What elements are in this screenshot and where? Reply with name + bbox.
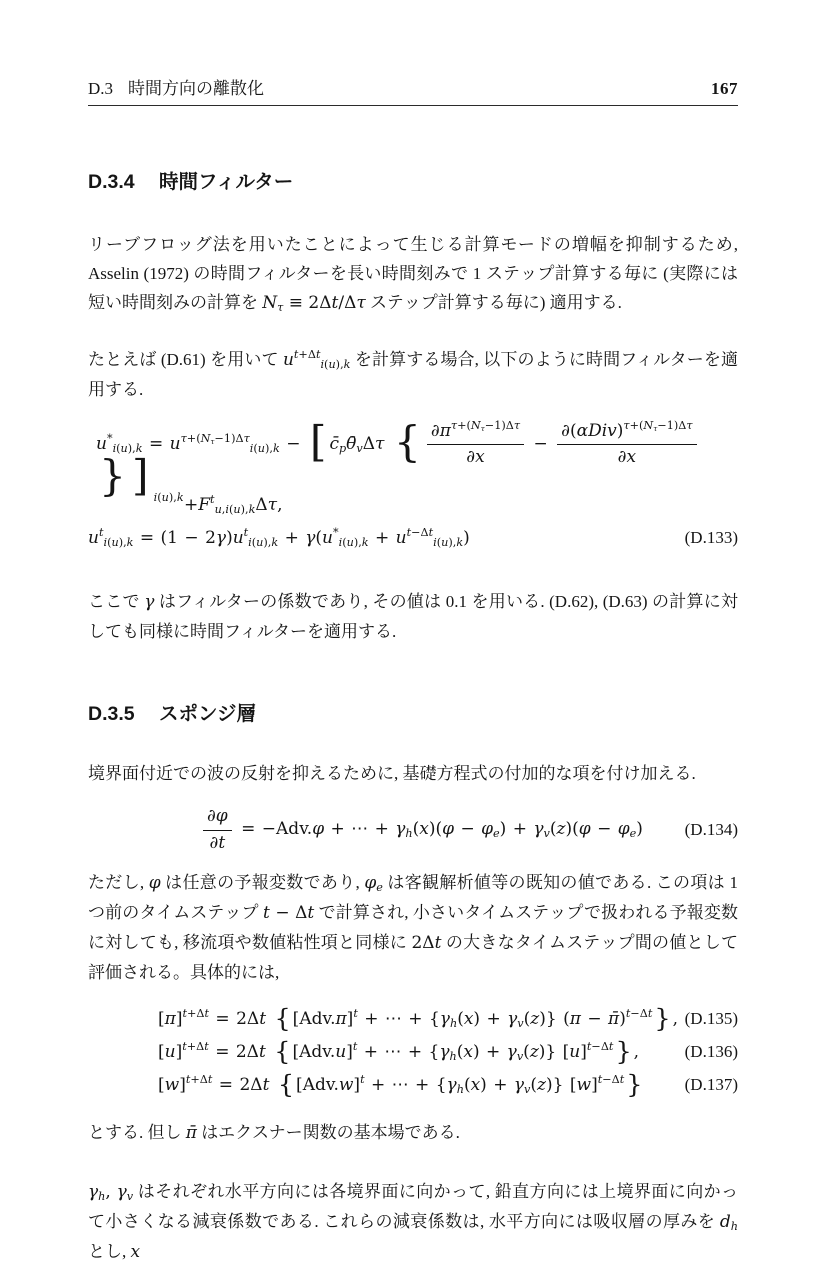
paragraph-filter-coefficient: ここで γ はフィルターの係数であり, その値は 0.1 を用いる. (D.62), (D.63) の計算に対しても同様に時間フィルターを適用する.: [88, 591, 738, 641]
equation-d136-row: [88, 1036, 738, 1069]
paragraph-sponge-detail: ただし, φ は任意の予報変数であり, φe は客観解析値等の既知の値である. この項は 1 つ前のタイムステップ t − Δt で計算され, 小さいタイムステップで扱われる予報変数に対しても, 移流項や数値粘性項と同様に 2Δt の大きなタイムステップ間の値として評価される。具体的には,: [88, 872, 739, 982]
equation-d136-line: $[u]^{t+\Delta t} = 2\Delta t$ { $[Adv.u]^t$ + ⋯ + {γh(x) + γv(z)} $[u]^{t-\Delta t}$} ,: [158, 1037, 640, 1068]
paragraph-timefilter-intro: リーブフロッグ法を用いたことによって生じる計算モードの増幅を抑制するため, Asselin (1972) の時間フィルターを長い時間刻みで 1 ステップ計算する毎に (実際には短い時間刻みの計算を Nτ ≡ 2Δt/Δτ ステップ計算する毎に) 適用する.: [88, 235, 738, 315]
paragraph-exner-note: とする. 但し π̄ はエクスナー関数の基本場である.: [88, 1122, 460, 1143]
section-title-d35: スポンジ層: [159, 702, 257, 725]
running-header-title: 時間方向の離散化: [128, 79, 265, 98]
equation-d135-row: [88, 1003, 738, 1036]
equation-d137-row: [88, 1069, 738, 1102]
equation-d133-row3: [88, 522, 738, 555]
section-heading-d35: [88, 698, 738, 726]
equation-d133: [88, 417, 738, 555]
equation-d133-line3: $u^ti(u),k = (1 - 2\gamma)u^ti(u),k + \gamma(u^*i(u),k + u^{t-\Delta t}i(u),k)$: [88, 526, 470, 550]
equation-d135-line: $[\pi]^{t+\Delta t} = 2\Delta t$ { $[Adv.\pi]^t$ + ⋯ + {γh(x) + γv(z)} (π − π̄)$^{t-\Delta t}$} ,: [158, 1004, 679, 1035]
running-header-section-number: D.3: [88, 79, 114, 98]
paragraph-damping-coefficients: γh, γv はそれぞれ水平方向には各境界面に向かって, 鉛直方向には上境界面に向かって小さくなる減衰係数である. これらの減衰係数は, 水平方向には吸収層の厚みを dh とし, x: [88, 1181, 739, 1262]
equation-d133-row1: [88, 417, 738, 504]
paragraph-sponge-intro: 境界面付近での波の反射を抑えるために, 基礎方程式の付加的な項を付け加える.: [88, 763, 696, 783]
equation-d134-line: $\frac{\partial\varphi}{\partial t}$ = −Adv.φ + ⋯ + γh(x)(φ − φe) + γv(z)(φ − φe): [200, 805, 643, 854]
section-title-d34: 時間フィルター: [159, 171, 294, 193]
equation-d137-line: $[w]^{t+\Delta t} = 2\Delta t$ { $[Adv.w]^t$ + ⋯ + {γh(x) + γv(z)} $[w]^{t-\Delta t}$}: [158, 1070, 643, 1101]
equation-d133-row2: [88, 489, 738, 522]
section-heading-d34: [88, 166, 738, 194]
equation-label-d137: (D.137): [684, 1075, 738, 1094]
equation-label-d135: (D.135): [684, 1009, 738, 1028]
equation-label-d133: (D.133): [684, 528, 738, 547]
running-header: [88, 74, 738, 106]
equation-label-d136: (D.136): [684, 1042, 738, 1061]
equations-d135-d137: [88, 1003, 738, 1102]
section-number-d35: D.3.5: [88, 702, 135, 725]
section-number-d34: D.3.4: [88, 171, 135, 193]
equation-d134: [88, 804, 738, 856]
equation-d134-row: [88, 804, 738, 856]
equation-label-d134: (D.134): [684, 819, 738, 839]
equation-d133-line2: $+F^tu,i(u),k\Delta\tau$,: [184, 493, 283, 517]
paragraph-timefilter-example: たとえば (D.61) を用いて $u^{t+\Delta t}i(u),k$ を計算する場合, 以下のように時間フィルターを適用する.: [88, 348, 738, 399]
equation-d133-line1: $u^*i(u),k = u^{\tau+(N\tau-1)\Delta\tau}i(u),k$ − [ c̄pθ̄vΔτ { $\frac{\partial\pi^{\tau+(N\tau-1)\Delta\tau}}{\partial x}$ − $\partial(\alpha Div)^{\tau+(N\tau-1)\Delta\tau}$ ∂x } ] $_{i(u),k}$: [96, 420, 738, 489]
page-number: 167: [711, 79, 738, 98]
